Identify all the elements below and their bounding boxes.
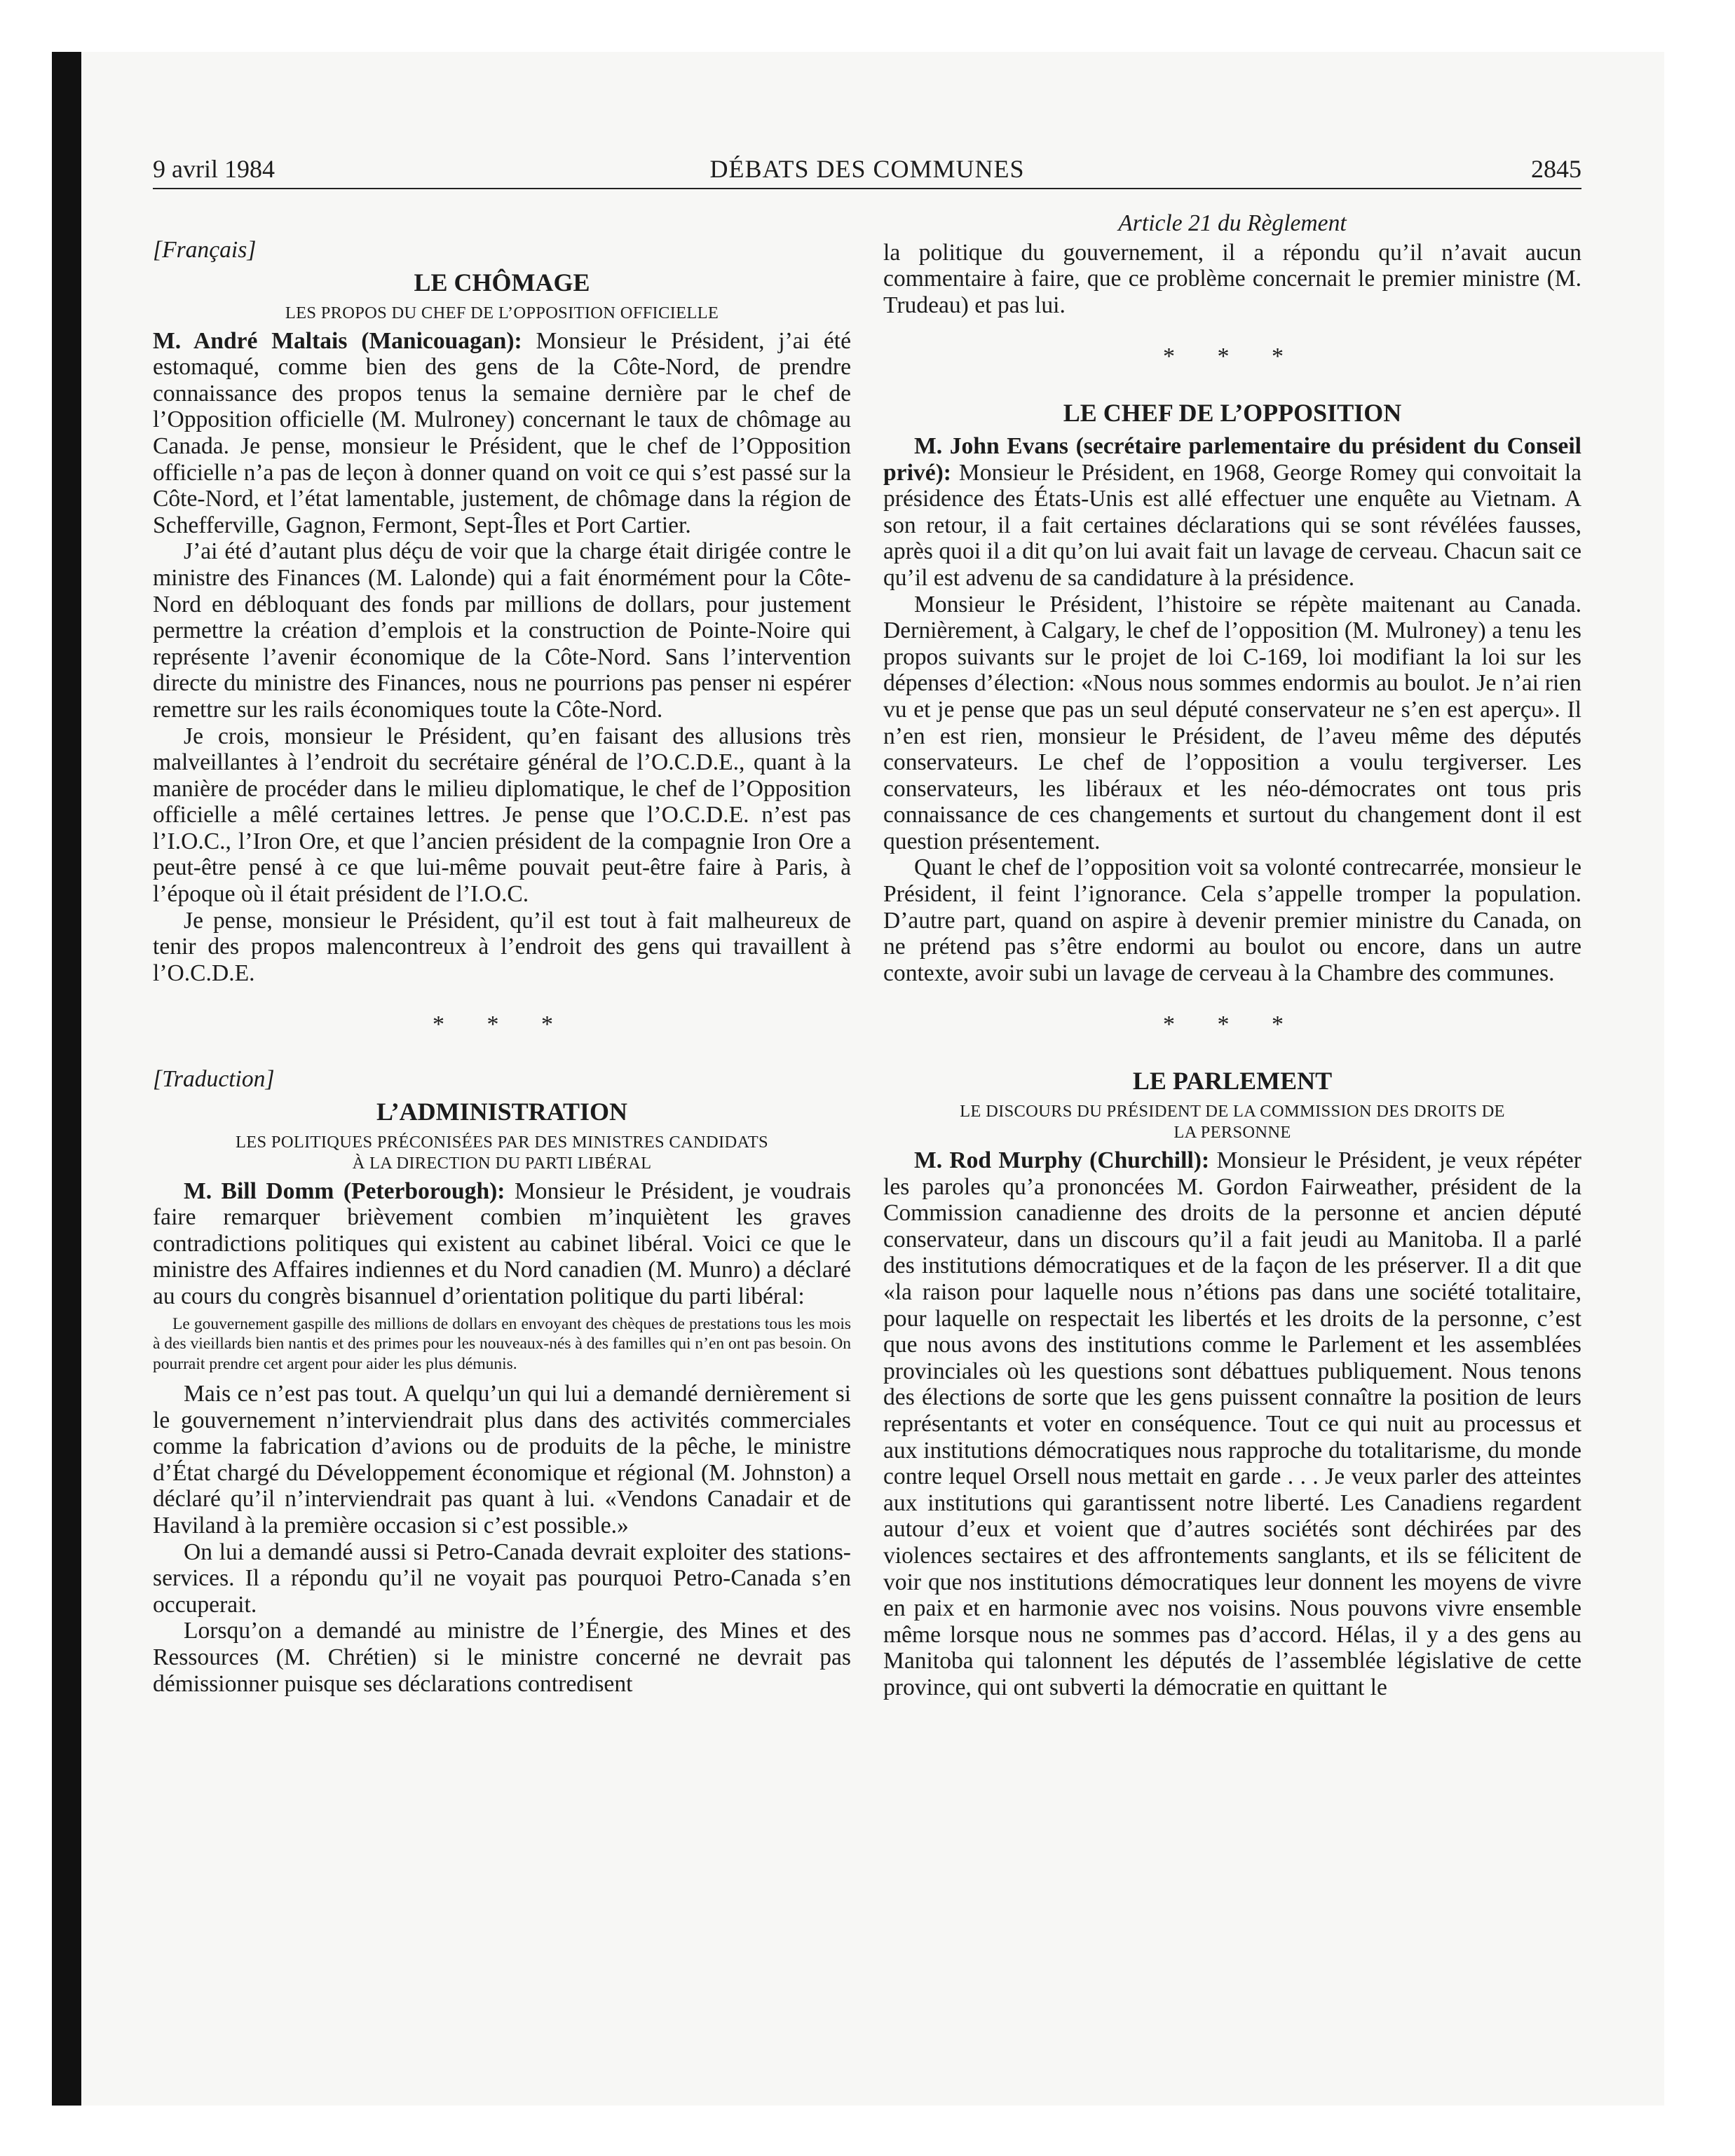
section-separator: * * * bbox=[433, 1011, 571, 1038]
speaker-name: M. Rod Murphy (Churchill): bbox=[914, 1147, 1210, 1174]
header-title: DÉBATS DES COMMUNES bbox=[709, 155, 1025, 183]
paragraph-text: Monsieur le Président, j’ai été estomaqué, comme bien des gens de la Côte-Nord, de prendre connaissance des propos tenus la semaine dernière par le chef de l’Opposition officielle (M. Mulroney) concernant le taux de chômage au Canada. Je pense, monsieur le Président, que le chef de l’Opposition officielle n’a pas de leçon à donner quand on voit ce qui s’est passé sur la Côte-Nord, et l’état lamentable, justement, de chômage dans la région de Schefferville, Gagnon, Fermont, Sept-Îles et Port Cartier. bbox=[153, 327, 851, 538]
paragraph-text: Monsieur le Président, en 1968, George Romey qui convoitait la présidence des États-Unis est allé effectuer une enquête au Vietnam. A son retour, il a fait certaines déclarations qui se sont révélées fausses, après quoi il a dit qu’on lui avait fait un lavage de cerveau. Chacun sait ce qu’il est advenu de sa candidature à la présidence. bbox=[883, 459, 1581, 591]
scan-border bbox=[52, 52, 81, 2106]
speaker-name: M. Bill Domm (Peterborough): bbox=[184, 1178, 505, 1204]
header-page-number: 2845 bbox=[1531, 155, 1581, 183]
paragraph bbox=[883, 433, 1581, 592]
section-subtitle: LA PERSONNE bbox=[1173, 1123, 1291, 1142]
paragraph: Mais ce n’est pas tout. A quelqu’un qui lui a demandé dernièrement si le gouvernement n’interviendrait plus dans des activités commerciales comme la fabrication d’avions ou de produits de la pêche, le ministre d’État chargé du Développement économique et régional (M. Johnston) a déclaré qu’il n’interviendrait pas quant à lui. «Vendons Canadair et de Haviland à la première occasion si c’est possible.» bbox=[153, 1381, 851, 1539]
section-subtitle: LES POLITIQUES PRÉCONISÉES PAR DES MINISTRES CANDIDATS bbox=[236, 1132, 768, 1152]
speaker-name: M. John Evans (secrétaire parlementaire du président du Conseil privé): bbox=[883, 432, 1581, 486]
language-note: [Traduction] bbox=[153, 1066, 275, 1093]
left-column bbox=[153, 210, 851, 1697]
article-reference: Article 21 du Règlement bbox=[1118, 210, 1347, 236]
section-subtitle: LES PROPOS DU CHEF DE L’OPPOSITION OFFICIELLE bbox=[285, 303, 719, 322]
paragraph: Je crois, monsieur le Président, qu’en faisant des allusions très malveillantes à l’endroit du secrétaire général de l’O.C.D.E., quant à la manière de procéder dans le milieu diplomatique, le chef de l’Opposition officielle a mêlé certaines lettres. Je pense que l’O.C.D.E. n’est pas l’I.O.C., l’Iron Ore, et que l’ancien président de la compagnie Iron Ore a peut-être pensé à ce que lui-même pouvait peut-être faire à Paris, à l’époque où il était président de l’I.O.C. bbox=[153, 723, 851, 908]
section-subtitle: LE DISCOURS DU PRÉSIDENT DE LA COMMISSION DES DROITS DE bbox=[960, 1102, 1505, 1121]
section-title: LE PARLEMENT bbox=[1132, 1067, 1333, 1096]
paragraph: la politique du gouvernement, il a répondu qu’il n’avait aucun commentaire à faire, que ce problème concernait le premier ministre (M. Trudeau) et pas lui. bbox=[883, 239, 1581, 318]
speaker-name: M. André Maltais (Manicouagan): bbox=[153, 327, 522, 354]
paragraph-text: Monsieur le Président, je veux répéter les paroles qu’a prononcées M. Gordon Fairweather, président de la Commission canadienne des droits de la personne et ancien député conservateur, dans un discours qu’il a fait jeudi au Manitoba. Il a parlé des institutions démocratiques et de la façon de les préserver. Il a dit que «la raison pour laquelle nous n’étions pas dans une société totalitaire, pour laquelle on respectait les libertés et les droits de la personne, c’est que nous avons des institutions comme le Parlement et les assemblées provinciales où les questions sont débattues publiquement. Nous tenons des élections de sorte que les gens puissent connaître la position de leurs représentants et voter en conséquence. Tout ce qui nuit au processus et aux institutions démocratiques nous rapproche du totalitarisme, du monde contre lequel Orsell nous mettait en garde . . . Je veux parler des atteintes aux institutions qui garantissent notre liberté. Les Canadiens regardent autour d’eux et voient que d’autres sociétés sont déchirées par des violences sectaires et des affrontements sanglants, et ils se félicitent de voir que nos institutions démocratiques leur donnent les moyens de vivre en paix et en harmonie avec nos voisins. Nous pouvons vivre ensemble même lorsque nous ne sommes pas d’accord. Hélas, il y a des gens au Manitoba qui talonnent les députés de l’assemblée législative de cette province, qui ont subverti la démocratie en quittant le bbox=[883, 1147, 1581, 1700]
paragraph bbox=[153, 328, 851, 539]
section-separator: * * * bbox=[1163, 343, 1302, 370]
paragraph: Lorsqu’on a demandé au ministre de l’Énergie, des Mines et des Ressources (M. Chrétien) si le ministre concerné ne devrait pas démissionner puisque ses déclarations contredisent bbox=[153, 1618, 851, 1697]
section-subtitle: À LA DIRECTION DU PARTI LIBÉRAL bbox=[352, 1153, 652, 1173]
block-quote: Le gouvernement gaspille des millions de dollars en envoyant des chèques de prestations tous les mois à des vieillards bien nantis et des primes pour les nouveaux-nés à des familles qui n’en ont pas besoin. On pourrait prendre cet argent pour aider les plus démunis. bbox=[153, 1314, 851, 1373]
section-separator: * * * bbox=[1163, 1011, 1302, 1038]
paragraph: Monsieur le Président, l’histoire se répète maitenant au Canada. Dernièrement, à Calgary, le chef de l’opposition (M. Mulroney) a tenu les propos suivants sur le projet de loi C-169, loi modifiant la loi sur les dépenses d’élection: «Nous nous sommes endormis au boulot. Je n’ai rien vu et je pense que pas un seul député conservateur ne s’en est aperçu». Il n’en est rien, monsieur le Président, de l’aveu même des députés conservateurs. Le chef de l’opposition a voulu tergiverser. Les conservateurs, les libéraux et les néo-démocrates ont tous pris connaissance de ces changements et surtout du changement dont il est question présentement. bbox=[883, 591, 1581, 854]
right-column bbox=[883, 210, 1581, 1701]
paragraph: Quant le chef de l’opposition voit sa volonté contrecarrée, monsieur le Président, il feint l’ignorance. Cela s’appelle tromper la population. D’autre part, quand on aspire à devenir premier ministre du Canada, on ne prétend pas s’être endormi au boulot ou encore, dans un autre contexte, avoir subi un lavage de cerveau à la Chambre des communes. bbox=[883, 854, 1581, 986]
paragraph bbox=[883, 1147, 1581, 1700]
running-header bbox=[153, 153, 1581, 185]
paragraph: On lui a demandé aussi si Petro-Canada devrait exploiter des stations-services. Il a répondu qu’il ne voyait pas pourquoi Petro-Canada s’en occuperait. bbox=[153, 1538, 851, 1618]
paragraph: J’ai été d’autant plus déçu de voir que la charge était dirigée contre le ministre des Finances (M. Lalonde) qui a fait énormément pour la Côte-Nord en débloquant des fonds par millions de dollars, pour justement permettre la création d’emplois et la construction de Pointe-Noire qui représente l’avenir économique de la Côte-Nord. Sans l’intervention directe du ministre des Finances, nous ne pourrions pas penser ni espérer remettre sur les rails économiques toute la Côte-Nord. bbox=[153, 538, 851, 723]
paragraph-text: Monsieur le Président, je voudrais faire remarquer brièvement combien m’inquiètent les graves contradictions politiques qui existent au cabinet libéral. Voici ce que le ministre des Affaires indiennes et du Nord canadien (M. Munro) a déclaré au cours du congrès bisannuel d’orientation politique du parti libéral: bbox=[153, 1178, 851, 1309]
section-title: LE CHEF DE L’OPPOSITION bbox=[1063, 398, 1402, 427]
header-rule bbox=[153, 188, 1581, 189]
section-title: L’ADMINISTRATION bbox=[376, 1097, 628, 1126]
paragraph bbox=[153, 1178, 851, 1310]
header-date: 9 avril 1984 bbox=[153, 155, 275, 183]
document-page bbox=[153, 153, 1581, 2045]
paragraph: Je pense, monsieur le Président, qu’il est tout à fait malheureux de tenir des propos malencontreux à l’endroit des gens qui travaillent à l’O.C.D.E. bbox=[153, 907, 851, 986]
section-title: LE CHÔMAGE bbox=[414, 268, 590, 296]
language-note: [Français] bbox=[153, 237, 257, 263]
